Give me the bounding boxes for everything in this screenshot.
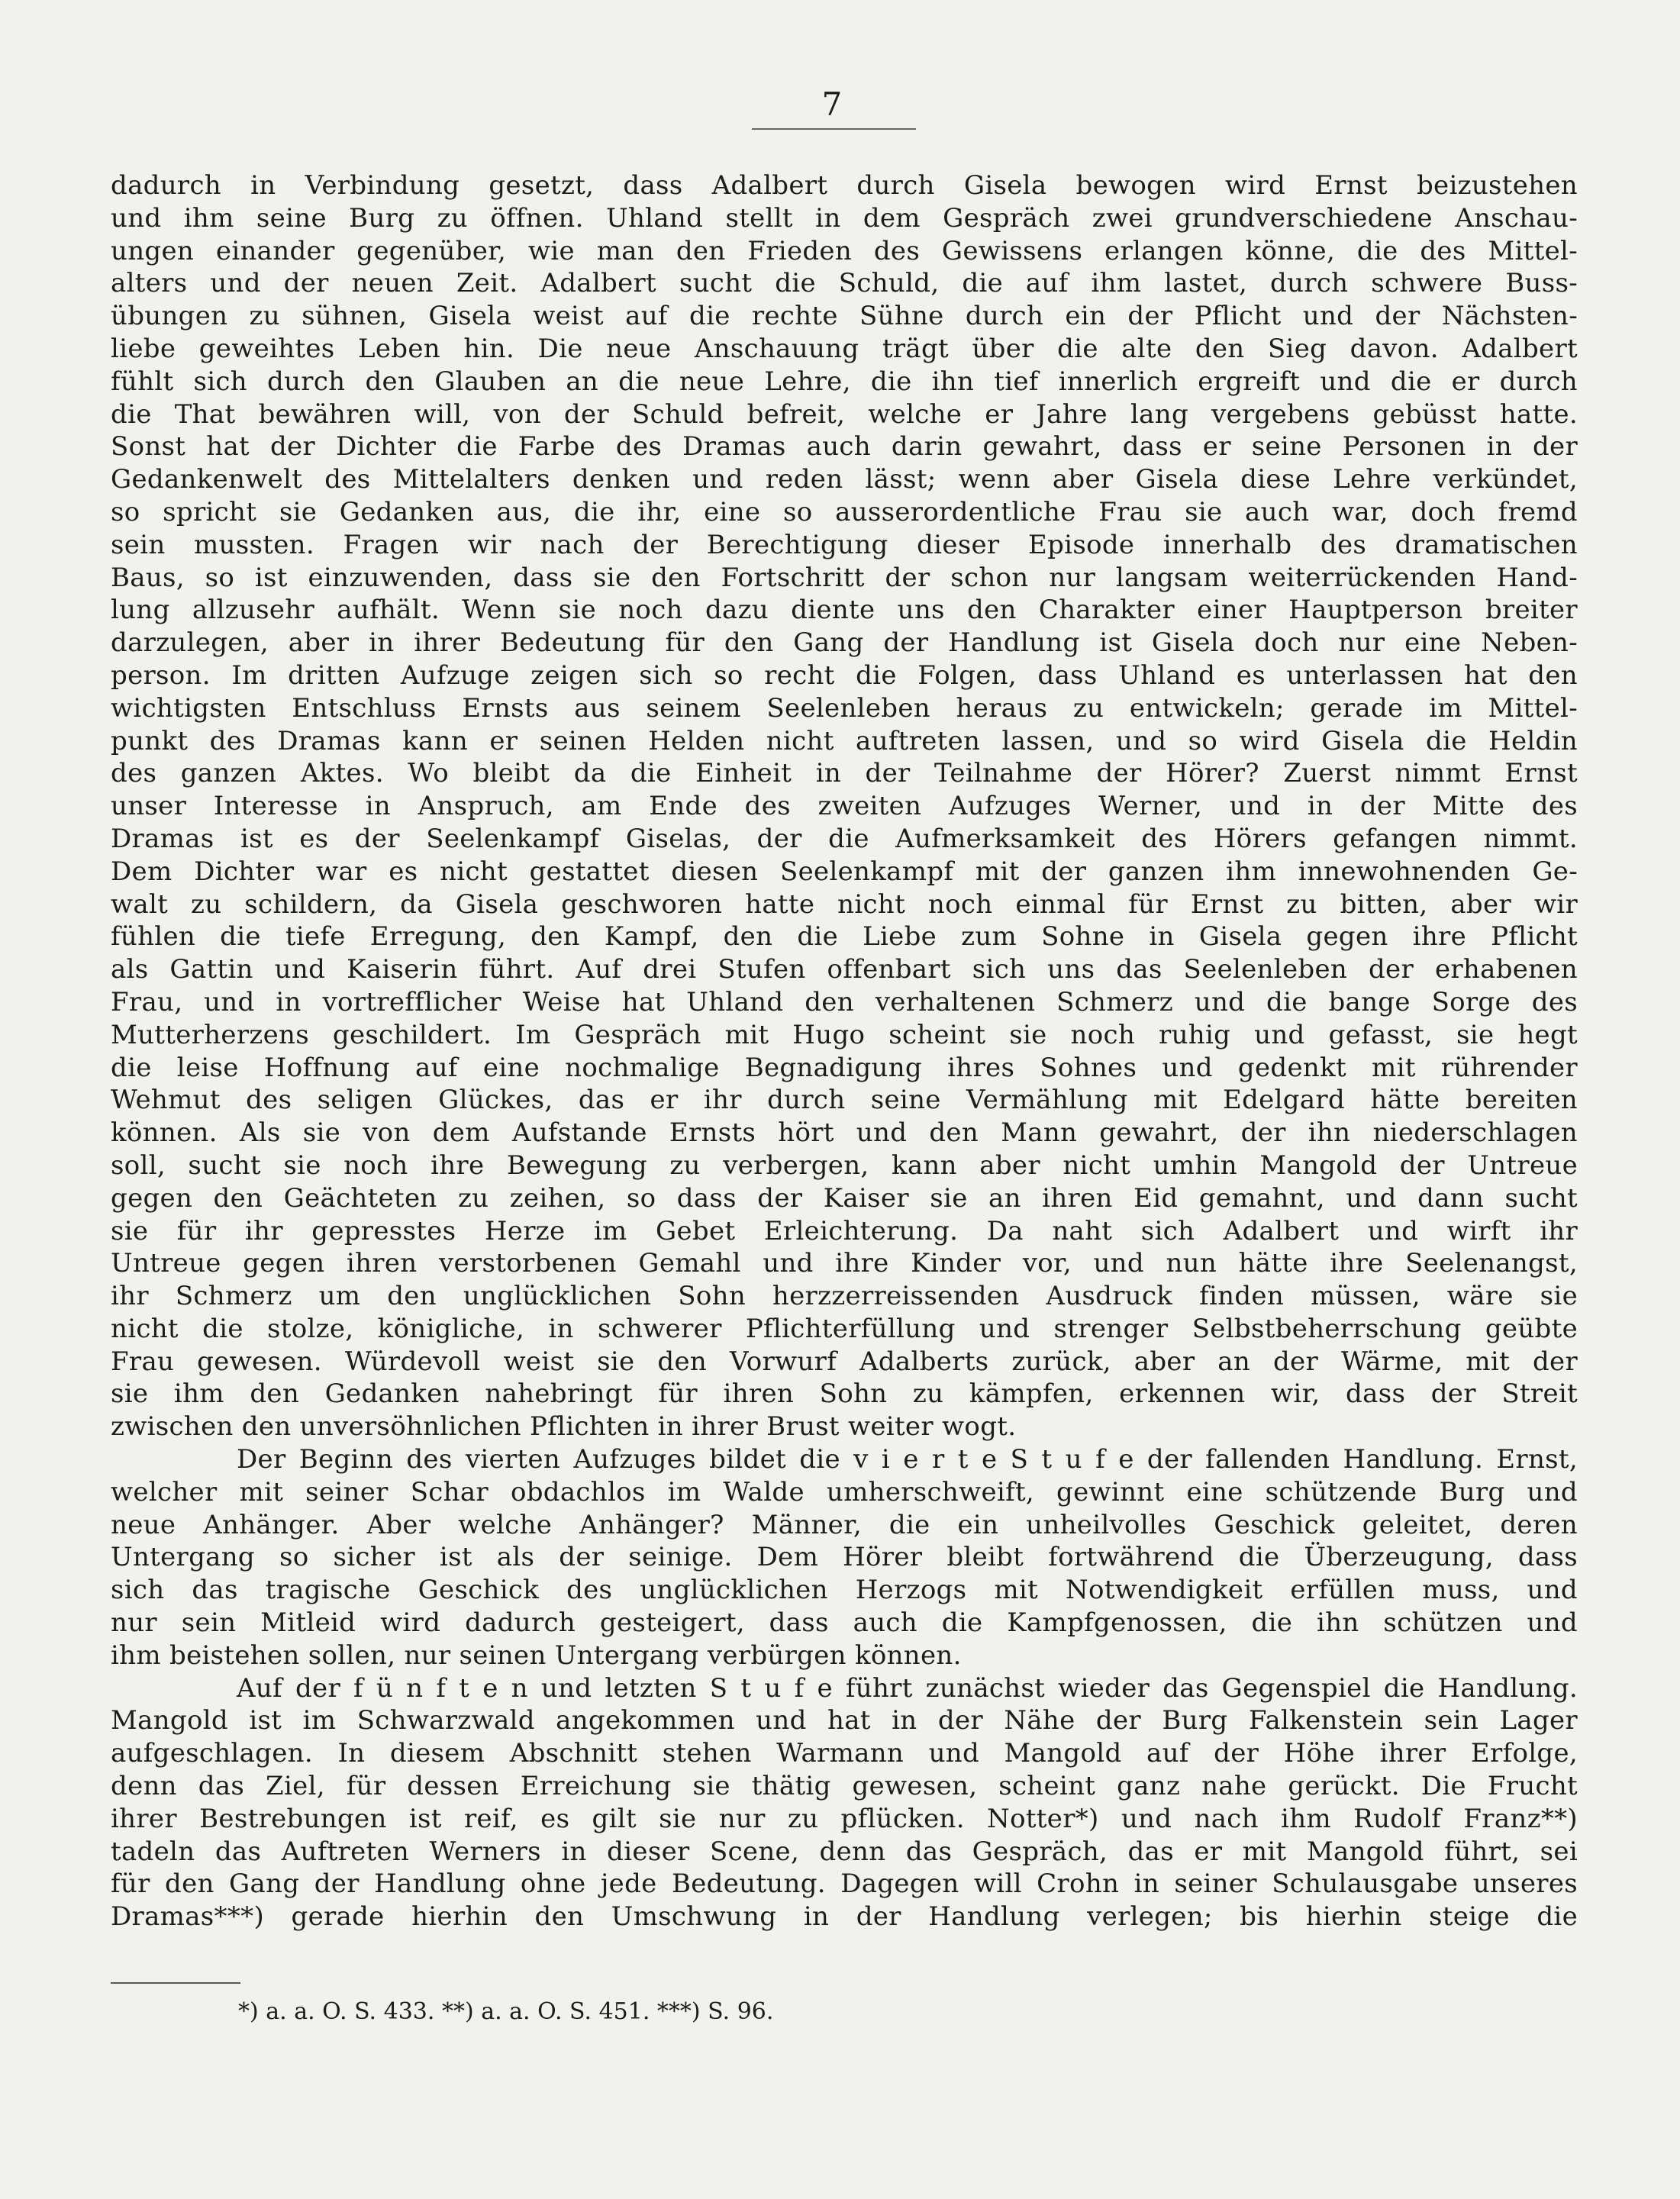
text-line: tadeln das Auftreten Werners in dieser Scene, denn das Gespräch, das er mit Mangold führt, sei: [111, 1836, 1578, 1867]
text-line: Dramas ist es der Seelenkampf Giselas, der die Aufmerksamkeit des Hörers gefangen nimmt.: [111, 823, 1578, 854]
text-line: des ganzen Aktes. Wo bleibt da die Einheit in der Teilnahme der Hörer? Zuerst nimmt Ernst: [111, 758, 1578, 789]
text-line: fühlt sich durch den Glauben an die neue Lehre, die ihn tief innerlich ergreift und die er durch: [111, 366, 1578, 397]
text-line: die leise Hoffnung auf eine nochmalige Begnadigung ihres Sohnes und gedenkt mit rührender: [111, 1052, 1578, 1083]
text-line: ihm beistehen sollen, nur seinen Untergang verbürgen können.: [111, 1640, 962, 1671]
text-line: person. Im dritten Aufzuge zeigen sich so recht die Folgen, dass Uhland es unterlassen hat den: [111, 659, 1578, 691]
text-line: sich das tragische Geschick des unglücklichen Herzogs mit Notwendigkeit erfüllen muss, und: [111, 1575, 1578, 1606]
text-line: lung allzusehr aufhält. Wenn sie noch dazu diente uns den Charakter einer Hauptperson breiter: [111, 595, 1578, 626]
text-line: nicht die stolze, königliche, in schwerer Pflichterfüllung und strenger Selbstbeherrschung geübte: [111, 1313, 1578, 1344]
text-line: Untergang so sicher ist als der seinige. Dem Hörer bleibt fortwährend die Überzeugung, dass: [111, 1542, 1578, 1573]
text-line: Mangold ist im Schwarzwald angekommen und hat in der Nähe der Burg Falkenstein sein Lager: [111, 1705, 1578, 1736]
text-line: liebe geweihtes Leben hin. Die neue Anschauung trägt über die alte den Sieg davon. Adalbert: [111, 333, 1578, 364]
page-number-rule: [752, 128, 916, 130]
text-line: Gedankenwelt des Mittelalters denken und reden lässt; wenn aber Gisela diese Lehre verkündet,: [111, 464, 1578, 495]
text-line: Sonst hat der Dichter die Farbe des Dramas auch darin gewahrt, dass er seine Personen in der: [111, 431, 1578, 463]
text-line: Untreue gegen ihren verstorbenen Gemahl und ihre Kinder vor, und nun hätte ihre Seelenangst,: [111, 1248, 1578, 1279]
text-line: sie ihm den Gedanken nahebringt für ihren Sohn zu kämpfen, erkennen wir, dass der Streit: [111, 1378, 1578, 1410]
text-line: nur sein Mitleid wird dadurch gesteigert, dass auch die Kampfgenossen, die ihn schützen und: [111, 1607, 1578, 1639]
text-line: können. Als sie von dem Aufstande Ernsts hört und den Mann gewahrt, der ihn niederschlagen: [111, 1117, 1578, 1149]
text-line: Frau gewesen. Würdevoll weist sie den Vorwurf Adalberts zurück, aber an der Wärme, mit der: [111, 1346, 1578, 1377]
footnote-rule: [111, 1982, 240, 1984]
page-number: 7: [821, 85, 843, 123]
text-line: übungen zu sühnen, Gisela weist auf die rechte Sühne durch ein der Pflicht und der Nächsten-: [111, 301, 1578, 332]
text-line: unser Interesse in Anspruch, am Ende des zweiten Aufzuges Werner, und in der Mitte des: [111, 791, 1578, 822]
text-line: Auf der f ü n f t e n und letzten S t u f e führt zunächst wieder das Gegenspiel die Handlung.: [237, 1672, 1578, 1704]
text-line: Wehmut des seligen Glückes, das er ihr durch seine Vermählung mit Edelgard hätte bereiten: [111, 1085, 1578, 1116]
text-line: soll, sucht sie noch ihre Bewegung zu verbergen, kann aber nicht umhin Mangold der Untreue: [111, 1149, 1578, 1181]
text-line: für den Gang der Handlung ohne jede Bedeutung. Dagegen will Crohn in seiner Schulausgabe unseres: [111, 1869, 1578, 1900]
text-line: fühlen die tiefe Erregung, den Kampf, den die Liebe zum Sohne in Gisela gegen ihre Pflicht: [111, 921, 1578, 953]
text-line: aufgeschlagen. In diesem Abschnitt stehen Warmann und Mangold auf der Höhe ihrer Erfolge,: [111, 1738, 1578, 1769]
text-line: dadurch in Verbindung gesetzt, dass Adalbert durch Gisela bewogen wird Ernst beizustehen: [111, 170, 1578, 201]
text-line: ihrer Bestrebungen ist reif, es gilt sie nur zu pflücken. Notter*) und nach ihm Rudolf Franz**): [111, 1803, 1578, 1834]
text-line: sie für ihr gepresstes Herze im Gebet Erleichterung. Da naht sich Adalbert und wirft ihr: [111, 1215, 1578, 1246]
text-line: die That bewähren will, von der Schuld befreit, welche er Jahre lang vergebens gebüsst hatte.: [111, 398, 1578, 430]
text-line: walt zu schildern, da Gisela geschworen hatte nicht noch einmal für Ernst zu bitten, aber wir: [111, 888, 1578, 920]
text-line: welcher mit seiner Schar obdachlos im Walde umherschweift, gewinnt eine schützende Burg und: [111, 1476, 1578, 1507]
text-line: Baus, so ist einzuwenden, dass sie den Fortschritt der schon nur langsam weiterrückenden Hand-: [111, 562, 1578, 593]
text-line: zwischen den unversöhnlichen Pflichten in ihrer Brust weiter wogt.: [111, 1411, 1017, 1443]
text-line: darzulegen, aber in ihrer Bedeutung für den Gang der Handlung ist Gisela doch nur eine Neben-: [111, 627, 1578, 659]
text-line: Mutterherzens geschildert. Im Gespräch mit Hugo scheint sie noch ruhig und gefasst, sie hegt: [111, 1019, 1578, 1050]
text-line: gegen den Geächteten zu zeihen, so dass der Kaiser sie an ihren Eid gemahnt, und dann sucht: [111, 1182, 1578, 1214]
text-line: wichtigsten Entschluss Ernsts aus seinem Seelenleben heraus zu entwickeln; gerade im Mittel-: [111, 692, 1578, 724]
text-line: punkt des Dramas kann er seinen Helden nicht auftreten lassen, und so wird Gisela die Heldin: [111, 725, 1578, 756]
text-line: alters und der neuen Zeit. Adalbert sucht die Schuld, die auf ihm lastet, durch schwere Buss-: [111, 268, 1578, 299]
text-line: Der Beginn des vierten Aufzuges bildet die v i e r t e S t u f e der fallenden Handlung. Ernst,: [237, 1444, 1578, 1475]
text-line: sein mussten. Fragen wir nach der Berechtigung dieser Episode innerhalb des dramatischen: [111, 529, 1578, 560]
text-line: Frau, und in vortrefflicher Weise hat Uhland den verhaltenen Schmerz und die bange Sorge des: [111, 986, 1578, 1017]
text-line: Dramas***) gerade hierhin den Umschwung in der Handlung verlegen; bis hierhin steige die: [111, 1901, 1578, 1933]
body-text: [111, 169, 1578, 1933]
text-line: neue Anhänger. Aber welche Anhänger? Männer, die ein unheilvolles Geschick geleitet, deren: [111, 1509, 1578, 1540]
text-line: und ihm seine Burg zu öffnen. Uhland stellt in dem Gespräch zwei grundverschiedene Anschau-: [111, 202, 1578, 234]
text-line: Dem Dichter war es nicht gestattet diesen Seelenkampf mit der ganzen ihm innewohnenden Ge-: [111, 856, 1578, 887]
footnote: *) a. a. O. S. 433. **) a. a. O. S. 451. ***) S. 96.: [238, 1998, 774, 2025]
text-line: so spricht sie Gedanken aus, die ihr, eine so ausserordentliche Frau sie auch war, doch fremd: [111, 496, 1578, 527]
text-line: ungen einander gegenüber, wie man den Frieden des Gewissens erlangen könne, die des Mittel-: [111, 235, 1578, 266]
text-line: denn das Ziel, für dessen Erreichung sie thätig gewesen, scheint ganz nahe gerückt. Die Frucht: [111, 1771, 1578, 1802]
text-line: ihr Schmerz um den unglücklichen Sohn herzzerreissenden Ausdruck finden müssen, wäre sie: [111, 1281, 1578, 1312]
text-line: als Gattin und Kaiserin führt. Auf drei Stufen offenbart sich uns das Seelenleben der erhabenen: [111, 954, 1578, 985]
